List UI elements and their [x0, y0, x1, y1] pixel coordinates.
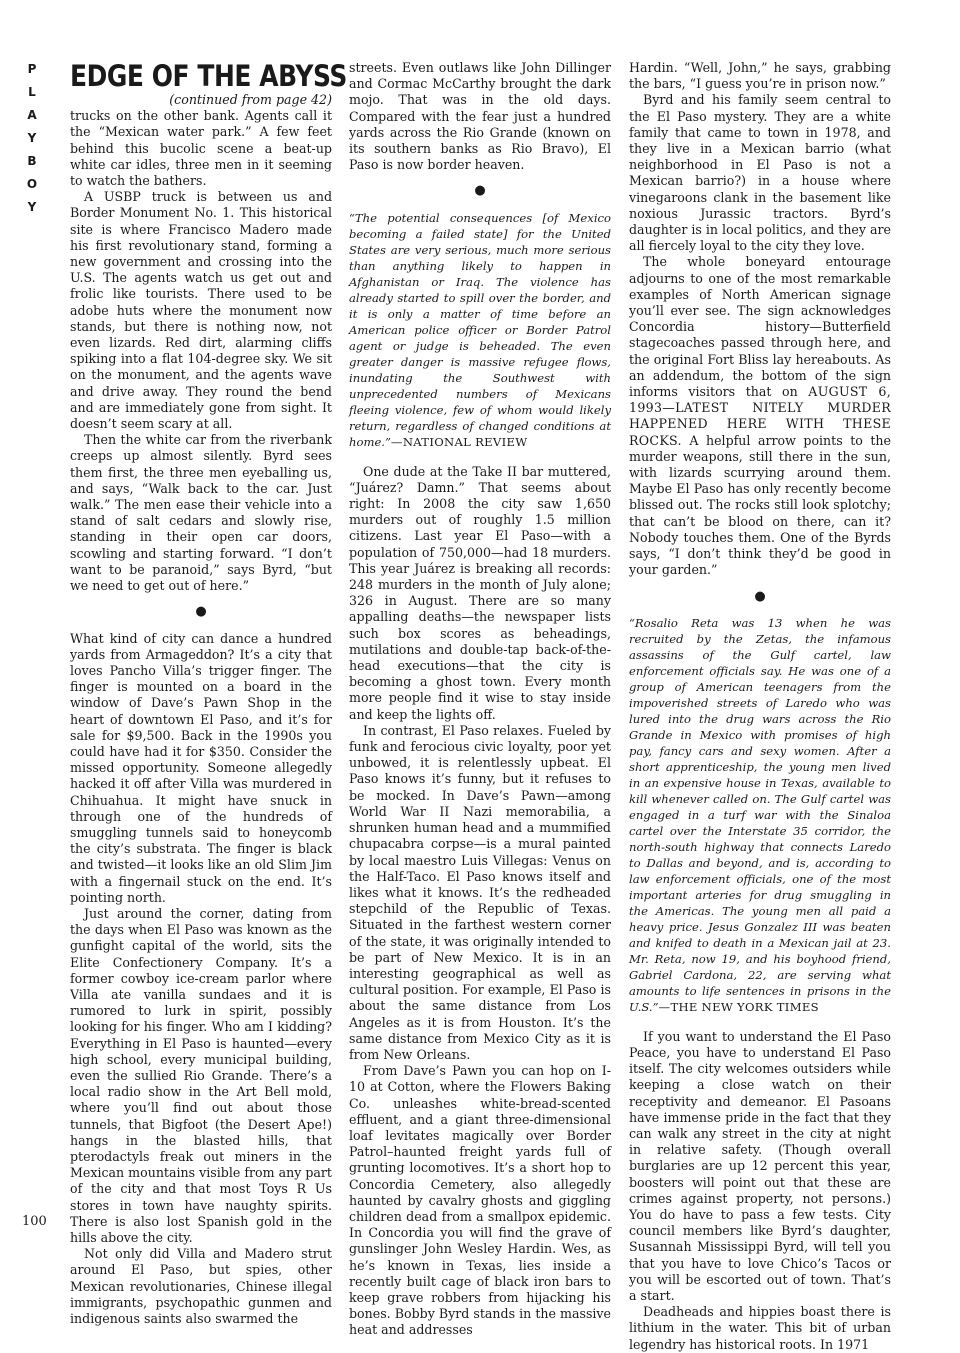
brand-letter: Y [27, 131, 37, 145]
paragraph: In contrast, El Paso relaxes. Fueled by funk and ferocious civic loyalty, poor yet unbowed, it is relentlessly upbeat. El Paso knows it’s funny, but it refuses to be mocked. In Dave’s Pawn—among World War II Nazi memorabilia, a shrunken human head and a mummified chupacabra corpse—is a mural painted by local maestro Luis Villegas: Venus on the Half-Taco. El Paso knows itself and likes what it knows. It’s the redheaded stepchild of the Republic of Texas. Situated in the farthest western corner of the state, it was originally intended to be part of New Mexico. It is in an interesting geographical as well as cultural position. For example, El Paso is about the same distance from Los Angeles as it is from Houston. It’s the same distance from Mexico City as it is from New Orleans. [349, 722, 611, 1062]
paragraph: Deadheads and hippies boast there is lithium in the water. This bit of urban legendry has historical roots. In 1971 [629, 1304, 891, 1352]
paragraph-text: The whole boneyard entourage adjourns to one of the most remarkable examples of North American signage you’ll ever see. The sign acknowledges Concordia history—Butterfield stagecoaches passed through here, and the original Fort Bliss lay hereabouts. As an addendum, the bottom of the sign informs visitors that on [629, 254, 891, 400]
continued-from-note: (continued from page 42) [169, 92, 332, 107]
paragraph [629, 254, 891, 578]
brand-letter: Y [27, 200, 37, 214]
article-column-2 [349, 60, 611, 1339]
pull-quote [349, 210, 611, 450]
pull-quote-source: —THE NEW YORK TIMES [658, 999, 819, 1014]
paragraph: Byrd and his family seem central to the El Paso mystery. They are a white family that came to town in 1978, and they live in a Mexican barrio (what neighborhood in El Paso is not a Mexican barrio?) in a house where vinegaroons clank in the basement like noxious Jurassic tractors. Byrd’s daughter is in local politics, and they are all fiercely loyal to the city they love. [629, 92, 891, 254]
paragraph: If you want to understand the El Paso Peace, you have to understand El Paso itself. The city welcomes outsiders while keeping a close watch on their receptivity and demeanor. El Pasoans have immense pride in the fact that they can walk any street in the city at night in relative safety. (Though overall burglaries are up 12 percent this year, boosters will point out that these are crimes against property, not persons.) You do have to pass a few tests. City council members like Byrd’s daughter, Susannah Mississippi Byrd, will tell you that you have to love Chico’s Tacos or you will be escorted out of town. That’s a start. [629, 1028, 891, 1303]
page-number: 100 [22, 1214, 47, 1229]
article-title: EDGE OF THE ABYSS [70, 59, 347, 93]
brand-letter: L [28, 85, 36, 99]
article-column-3 [629, 60, 891, 1353]
paragraph: What kind of city can dance a hundred yards from Armageddon? It’s a city that loves Pancho Villa’s trigger finger. The finger is mounted on a board in the window of Dave’s Pawn Shop in the heart of downtown El Paso, and it’s for sale for $9,500. Back in the 1990s you could have had it for $350. Consider the missed opportunity. Someone allegedly hacked it off after Villa was murdered in Chihuahua. It might have snuck in through one of the hundreds of smuggling tunnels said to honeycomb the city’s substrata. The finger is black and twisted—it looks like an old Slim Jim with a fingernail stuck on the end. It’s pointing north. [70, 630, 332, 905]
brand-letter: B [27, 154, 37, 168]
paragraph: A USBP truck is between us and Border Monument No. 1. This historical site is where Francisco Madero made his first revolutionary stand, forming a new government and crossing into the U.S. The agents watch us get out and frolic like tourists. There used to be adobe huts where the monument now stands, but there is nothing now, not even lizards. Red dirt, alarming cliffs spiking into a flat 104-degree sky. We sit on the monument, and the agents wave and drive away. They round the bend and are immediately gone from sight. It doesn’t seem scary at all. [70, 189, 332, 432]
paragraph: Hardin. “Well, John,” he says, grabbing the bars, “I guess you’re in prison now.” [629, 60, 891, 92]
paragraph: streets. Even outlaws like John Dillinger and Cormac McCarthy brought the dark mojo. That was in the old days. Compared with the fear just a hundred yards across the Rio Grande (known on its southern banks as Rio Bravo), El Paso is now border heaven. [349, 60, 611, 173]
magazine-brand-vertical [24, 58, 40, 219]
pull-quote-text: “The potential consequences [of Mexico becoming a failed state] for the United States are very serious, much more serious than anything likely to happen in Afghanistan or Iraq. The violence has already started to spill over the border, and it is only a matter of time before an American police officer or Border Patrol agent or judge is beheaded. The even greater danger is massive refugee flows, inundating the Southwest with unprecedented numbers of Mexicans fleeing violence, few of whom would likely return, regardless of changed conditions at home.” [349, 210, 611, 449]
brand-letter: P [27, 62, 37, 76]
paragraph-text: A helpful arrow points to the murder weapons, still there in the sun, with lizards scurrying around them. Maybe El Paso has only recently become blissed out. The rocks still look splotchy; that can’t be blood on there, can it? Nobody touches them. One of the Byrds says, “I don’t think they’d be good in your garden.” [629, 432, 891, 578]
section-separator: ● [195, 604, 207, 620]
pull-quote-source: —NATIONAL REVIEW [390, 434, 528, 449]
section-separator: ● [754, 588, 766, 604]
sign-inscription: AUGUST 6, 1993—LATEST NITELY MURDER HAPPENED HERE WITH THESE ROCKS. [629, 384, 891, 448]
brand-letter: O [26, 177, 38, 191]
paragraph: Then the white car from the riverbank creeps up almost silently. Byrd sees them first, the three men eyeballing us, and says, “Walk back to the car. Just walk.” The men ease their vehicle into a stand of salt cedars and slowly rise, standing in their open car doors, scowling and starting forward. “I don’t want to be paranoid,” says Byrd, “but we need to get out of here.” [70, 432, 332, 594]
paragraph: One dude at the Take II bar muttered, “Juárez? Damn.” That seems about right: In 2008 the city saw 1,650 murders out of roughly 1.5 million citizens. Last year El Paso—with a population of 750,000—had 18 murders. This year Juárez is breaking all records: 248 murders in the month of July alone; 326 in August. There are so many appalling deaths—the newspaper lists such box scores as beheadings, mutilations and double-tap back-of-the-head executions—that the city is becoming a ghost town. Every month more people find it wise to stay inside and keep the lights off. [349, 463, 611, 722]
paragraph: Not only did Villa and Madero strut around El Paso, but spies, other Mexican revolutionaries, Chinese illegal immigrants, psychopathic gunmen and indigenous saints also swarmed the [70, 1246, 332, 1327]
pull-quote-text: “Rosalio Reta was 13 when he was recruited by the Zetas, the infamous assassins of the Gulf cartel, law enforcement officials say. He was one of a group of American teenagers from the impoverished streets of Laredo who was lured into the drug wars across the Rio Grande in Mexico with promises of high pay, fancy cars and sexy women. After a short apprenticeship, the young men lived in an expensive house in Texas, available to kill whenever called on. The Gulf cartel was engaged in a turf war with the Sinaloa cartel over the Interstate 35 corridor, the north-south highway that connects Laredo to Dallas and beyond, and is, according to law enforcement officials, one of the most important arteries for drug smuggling in the Americas. The young men all paid a heavy price. Jesus Gonzalez III was beaten and knifed to death in a Mexican jail at 23. Mr. Reta, now 19, and his boyhood friend, Gabriel Cardona, 22, are serving what amounts to life sentences in prisons in the U.S.” [629, 615, 891, 1014]
paragraph: From Dave’s Pawn you can hop on I-10 at Cotton, where the Flowers Baking Co. unleashes white-bread-scented effluent, and a giant three-dimensional loaf levitates magically over Border Patrol–haunted freight yards full of grunting locomotives. It’s a short hop to Concordia Cemetery, also allegedly haunted by cavalry ghosts and giggling children dead from a smallpox epidemic. In Concordia you will find the grave of gunslinger John Wesley Hardin. Wes, as he’s known in Texas, lies inside a recently built cage of black iron bars to keep grave robbers from hijacking his bones. Bobby Byrd stands in the massive heat and addresses [349, 1063, 611, 1338]
section-separator: ● [474, 183, 486, 199]
paragraph: trucks on the other bank. Agents call it the “Mexican water park.” A few feet behind this bucolic scene a beat-up white car idles, three men in it seeming to watch the bathers. [70, 108, 332, 189]
article-column-1 [70, 59, 347, 1327]
pull-quote [629, 615, 891, 1015]
paragraph: Just around the corner, dating from the days when El Paso was known as the gunfight capital of the world, sits the Elite Confectionery Company. It’s a former cowboy ice-cream parlor where Villa ate vanilla sundaes and it is rumored to lurk in spirit, possibly looking for his finger. Who am I kidding? Everything in El Paso is haunted—every high school, every municipal building, even the sullied Rio Grande. There’s a local radio show in the Art Bell mold, where you’ll find out about those tunnels, that Bigfoot (the Desert Ape!) hangs in the blasted hills, that pterodactyls freak out miners in the Mexican mountains visible from any part of the city and that most Toys R Us stores in town have naughty spirits. There is also lost Spanish gold in the hills above the city. [70, 905, 332, 1246]
brand-letter: A [27, 108, 37, 122]
